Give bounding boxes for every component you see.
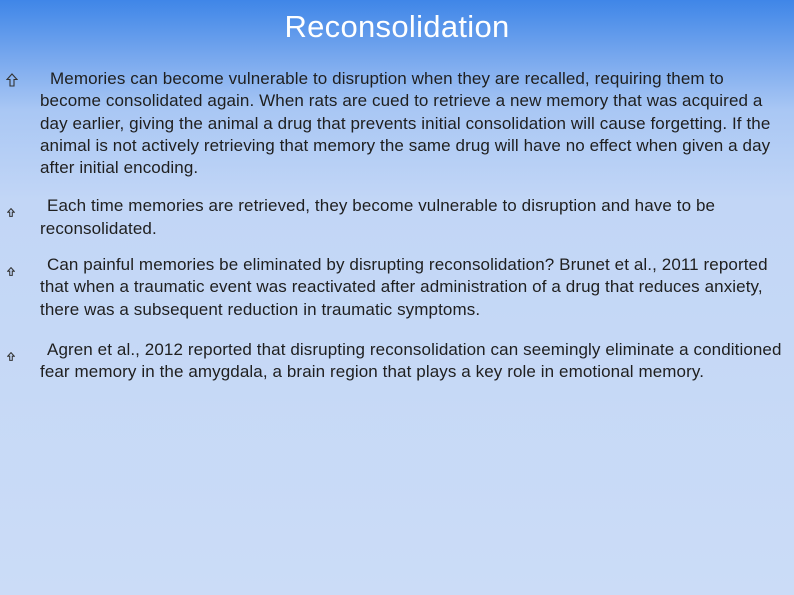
hollow-up-arrow-icon (6, 73, 18, 87)
hollow-up-arrow-icon (7, 267, 15, 276)
bullet-list (0, 68, 794, 384)
bullet-text: Memories can become vulnerable to disruption when they are recalled, requiring them to become consolidated again. When rats are cued to retrieve a new memory that was acquired a day earlier, giving the animal a drug that prevents initial consolidation will cause forgetting. If the animal is not actively retrieving that memory the same drug will have no effect when given a day after initial encoding. (40, 69, 771, 178)
hollow-up-arrow-icon (7, 352, 15, 361)
bullet-item (40, 339, 782, 384)
bullet-item (40, 254, 782, 321)
bullet-item (40, 68, 782, 179)
slide-title: Reconsolidation (284, 9, 510, 44)
hollow-up-arrow-icon (7, 208, 15, 217)
bullet-text: Can painful memories be eliminated by disrupting reconsolidation? Brunet et al., 2011 reported that when a traumatic event was reactivated after administration of a drug that reduces anxiety, there was a subsequent reduction in traumatic symptoms. (40, 255, 768, 319)
bullet-item (40, 195, 782, 240)
bullet-text: Each time memories are retrieved, they become vulnerable to disruption and have to be reconsolidated. (40, 196, 716, 238)
bullet-text: Agren et al., 2012 reported that disrupting reconsolidation can seemingly eliminate a conditioned fear memory in the amygdala, a brain region that plays a key role in emotional memory. (40, 339, 782, 382)
